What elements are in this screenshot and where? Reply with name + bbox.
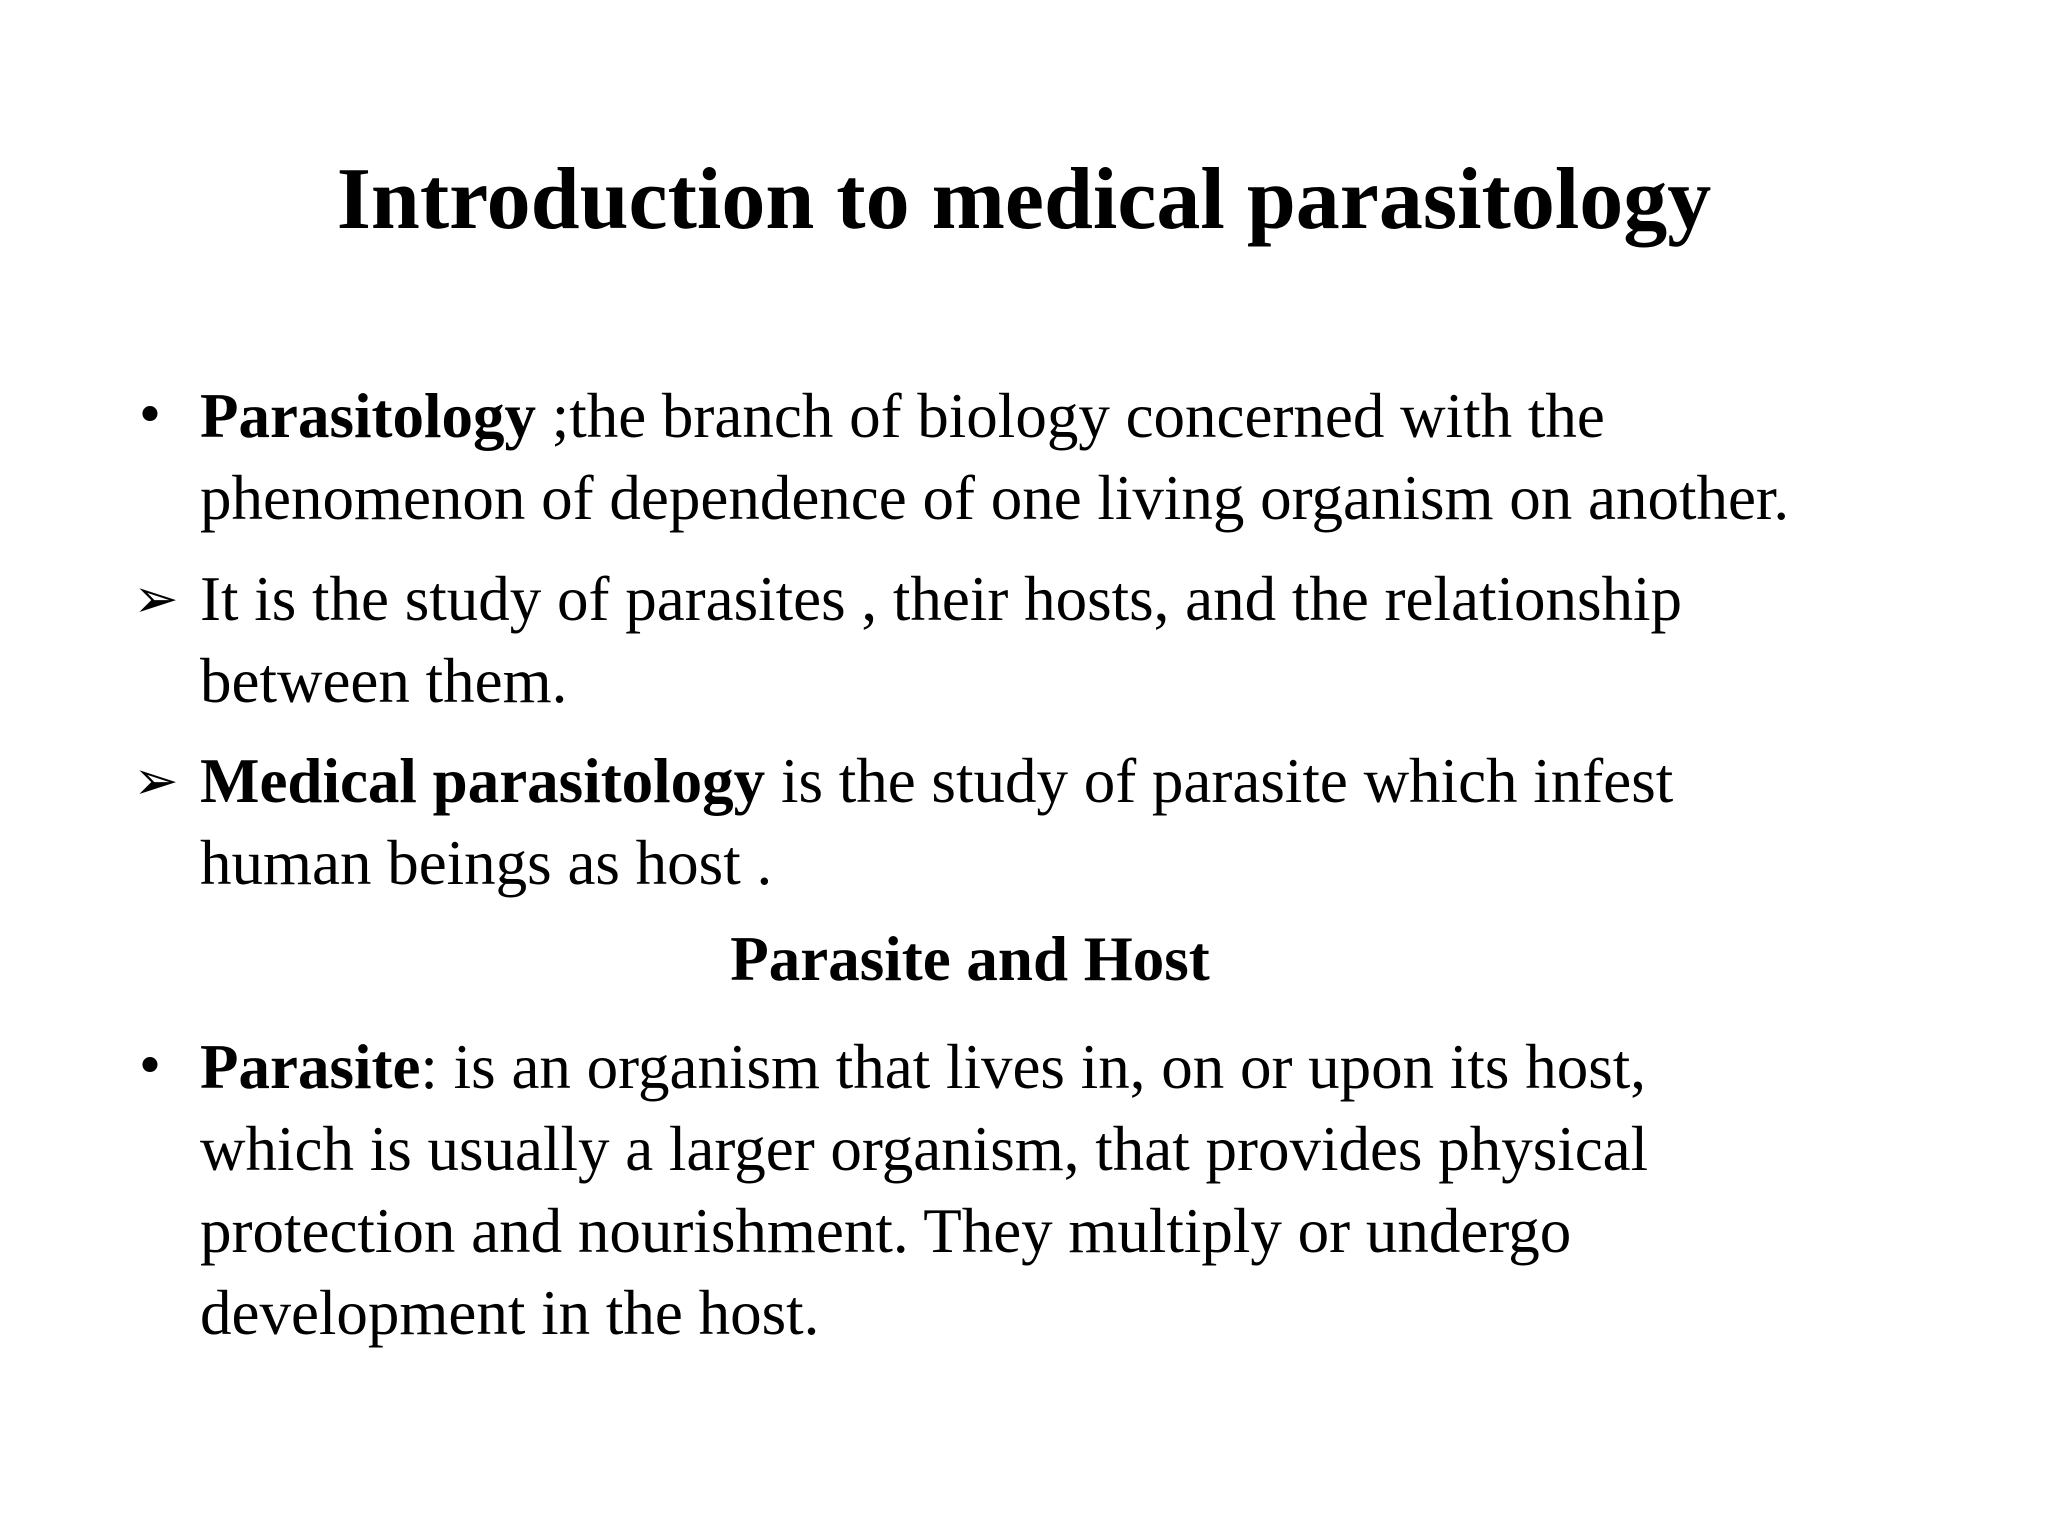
item-line: protection and nourishment. They multiply or undergo	[200, 1196, 1572, 1266]
term-parasitology: Parasitology	[200, 381, 536, 451]
arrow-item-medical-parasitology	[133, 740, 2000, 904]
bullet-item-parasite	[134, 1026, 2000, 1354]
item-line: phenomenon of dependence of one living organism on another.	[200, 463, 1790, 533]
bullet-dot-icon: •	[134, 1037, 166, 1097]
item-text: ;the branch of biology concerned with the	[535, 381, 1605, 451]
bullet-dot-icon: •	[134, 386, 166, 446]
item-line: It is the study of parasites , their hosts, and the relationship	[200, 564, 1682, 634]
item-line: which is usually a larger organism, that provides physical	[200, 1114, 1649, 1184]
item-text: is the study of parasite which infest	[765, 746, 1674, 816]
item-line: development in the host.	[200, 1278, 820, 1348]
slide-title: Introduction to medical parasitology	[336, 151, 1712, 248]
arrow-bullet-icon: ➢	[133, 567, 179, 630]
item-line	[200, 740, 2000, 822]
item-line	[200, 1026, 2000, 1108]
term-parasite: Parasite	[200, 1032, 421, 1102]
arrow-item-study	[133, 558, 2000, 722]
item-line: between them.	[200, 646, 568, 716]
item-text: : is an organism that lives in, on or upon its host,	[420, 1032, 1646, 1102]
item-line	[200, 375, 2000, 457]
bullet-item-parasitology	[134, 375, 2000, 539]
arrow-bullet-icon: ➢	[133, 749, 179, 812]
item-line: human beings as host .	[200, 828, 773, 898]
term-medical-parasitology: Medical parasitology	[200, 746, 766, 816]
section-subheading: Parasite and Host	[730, 924, 1210, 994]
